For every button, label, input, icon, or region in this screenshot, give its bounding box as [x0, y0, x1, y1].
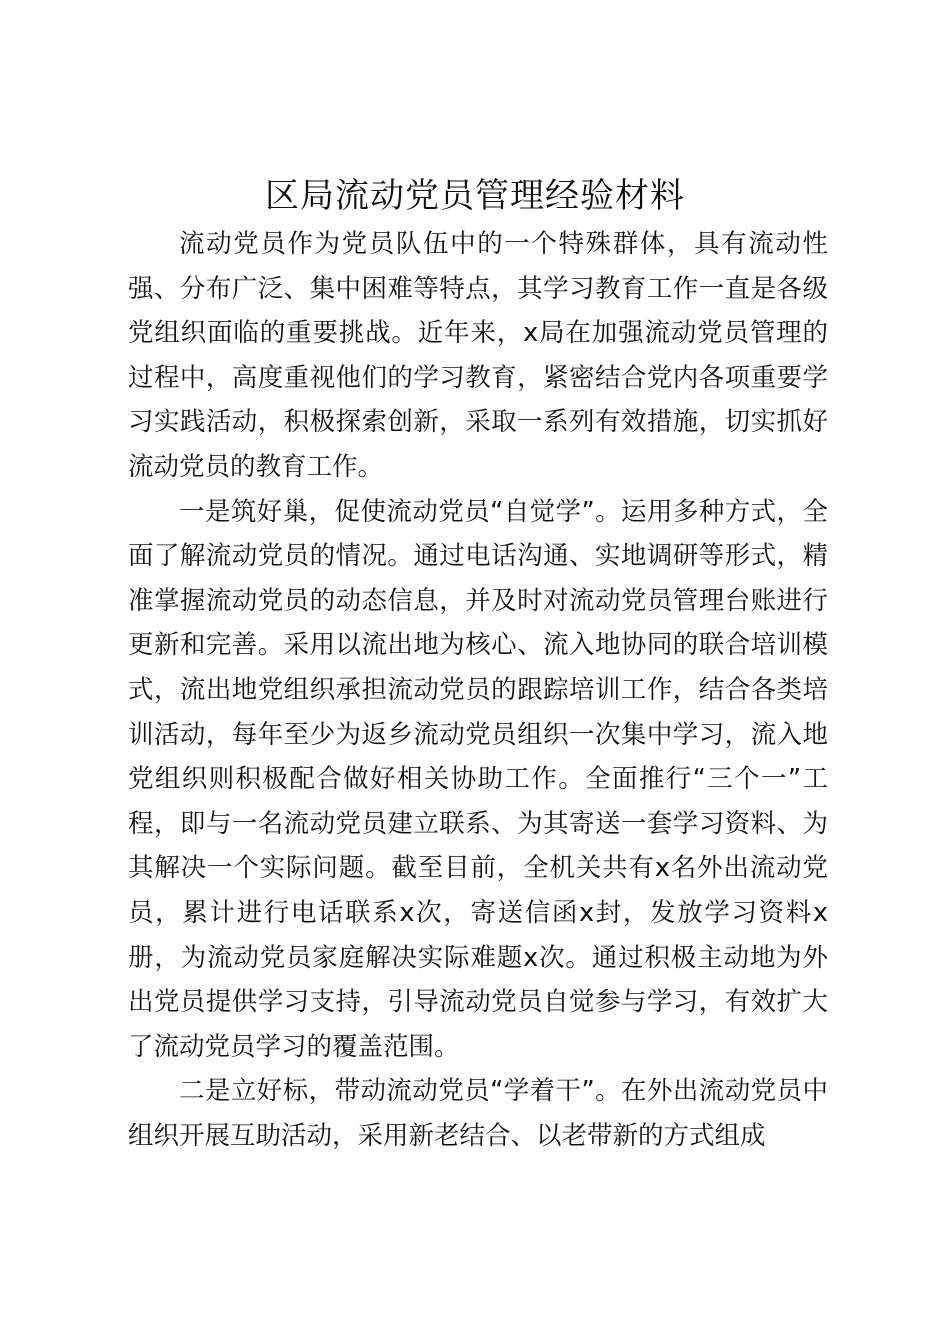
paragraph-point-two: 二是立好标，带动流动党员“学着干”。在外出流动党员中组织开展互助活动，采用新老结合、以老带新的方式组成 — [128, 1076, 828, 1151]
paragraph-intro: 流动党员作为党员队伍中的一个特殊群体，具有流动性强、分布广泛、集中困难等特点，其学习教育工作一直是各级党组织面临的重要挑战。近年来，x局在加强流动党员管理的过程中，高度重视他们的学习教育，紧密结合党内各项重要学习实践活动，积极探索创新，采取一系列有效措施，切实抓好流动党员的教育工作。 — [128, 229, 828, 482]
document-title: 区局流动党员管理经验材料 — [265, 176, 685, 216]
paragraph-point-one: 一是筑好巢，促使流动党员“自觉学”。运用多种方式，全面了解流动党员的情况。通过电话沟通、实地调研等形式，精准掌握流动党员的动态信息，并及时对流动党员管理台账进行更新和完善。采用以流出地为核心、流入地协同的联合培训模式，流出地党组织承担流动党员的跟踪培训工作，结合各类培训活动，每年至少为返乡流动党员组织一次集中学习，流入地党组织则积极配合做好相关协助工作。全面推行“三个一”工程，即与一名流动党员建立联系、为其寄送一套学习资料、为其解决一个实际问题。截至目前，全机关共有x名外出流动党员，累计进行电话联系x次，寄送信函x封，发放学习资料x册，为流动党员家庭解决实际难题x次。通过积极主动地为外出党员提供学习支持，引导流动党员自觉参与学习，有效扩大了流动党员学习的覆盖范围。 — [128, 496, 828, 1062]
document-body — [128, 222, 828, 1158]
